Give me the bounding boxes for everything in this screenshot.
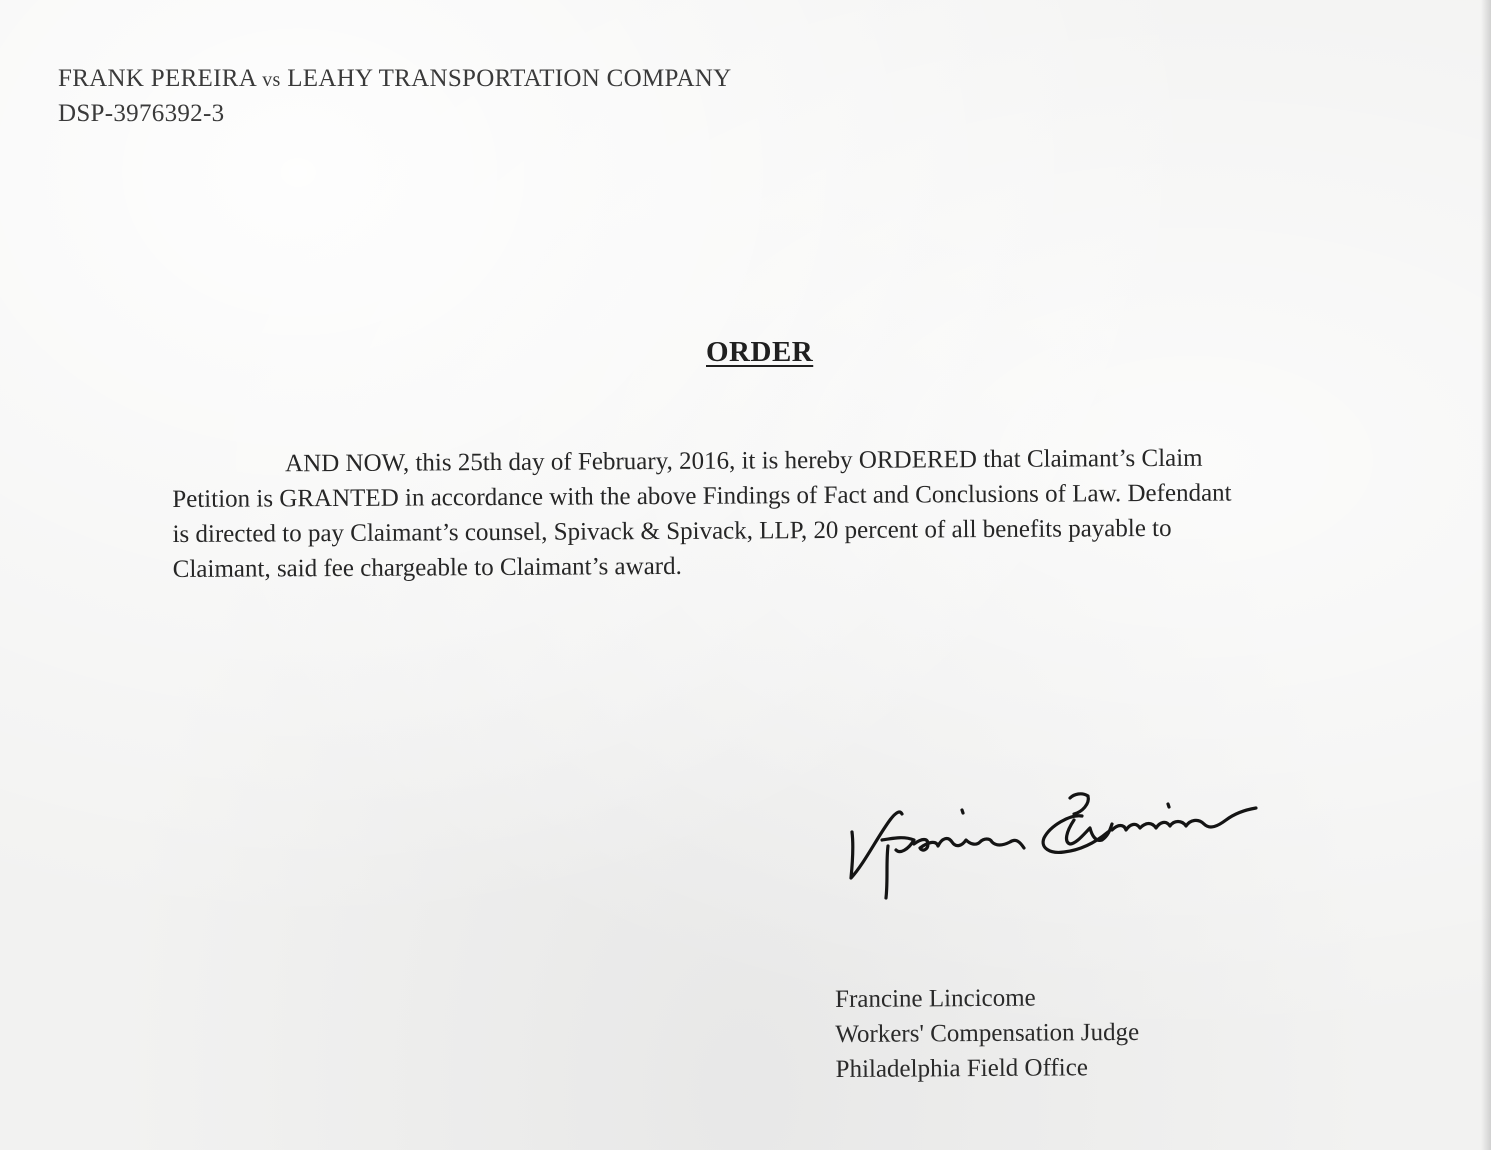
plaintiff-name: FRANK PEREIRA [58, 65, 256, 92]
case-caption [58, 62, 732, 131]
case-parties [58, 62, 732, 97]
order-line: Claimant, said fee chargeable to Claimant’s award. [172, 552, 682, 583]
judge-office: Philadelphia Field Office [835, 1054, 1088, 1083]
versus-label: vs [262, 69, 281, 91]
order-line: is directed to pay Claimant’s counsel, Spivack & Spivack, LLP, 20 percent of all benefits payable to [172, 514, 1172, 548]
docket-number: DSP-3976392-3 [58, 100, 225, 127]
judge-name: Francine Lincicome [835, 984, 1036, 1013]
defendant-name: LEAHY TRANSPORTATION COMPANY [287, 65, 732, 92]
order-line: Petition is GRANTED in accordance with the above Findings of Fact and Conclusions of Law. Defendant [172, 479, 1232, 513]
handwritten-signature [838, 780, 1288, 910]
order-body [172, 439, 1431, 587]
order-title: ORDER [706, 336, 814, 368]
judge-title: Workers' Compensation Judge [835, 1018, 1140, 1048]
judge-signature-block [835, 980, 1140, 1087]
page-edge-shadow [1481, 0, 1491, 1150]
order-line: AND NOW, this 25th day of February, 2016, it is hereby ORDERED that Claimant’s Claim [285, 444, 1203, 478]
